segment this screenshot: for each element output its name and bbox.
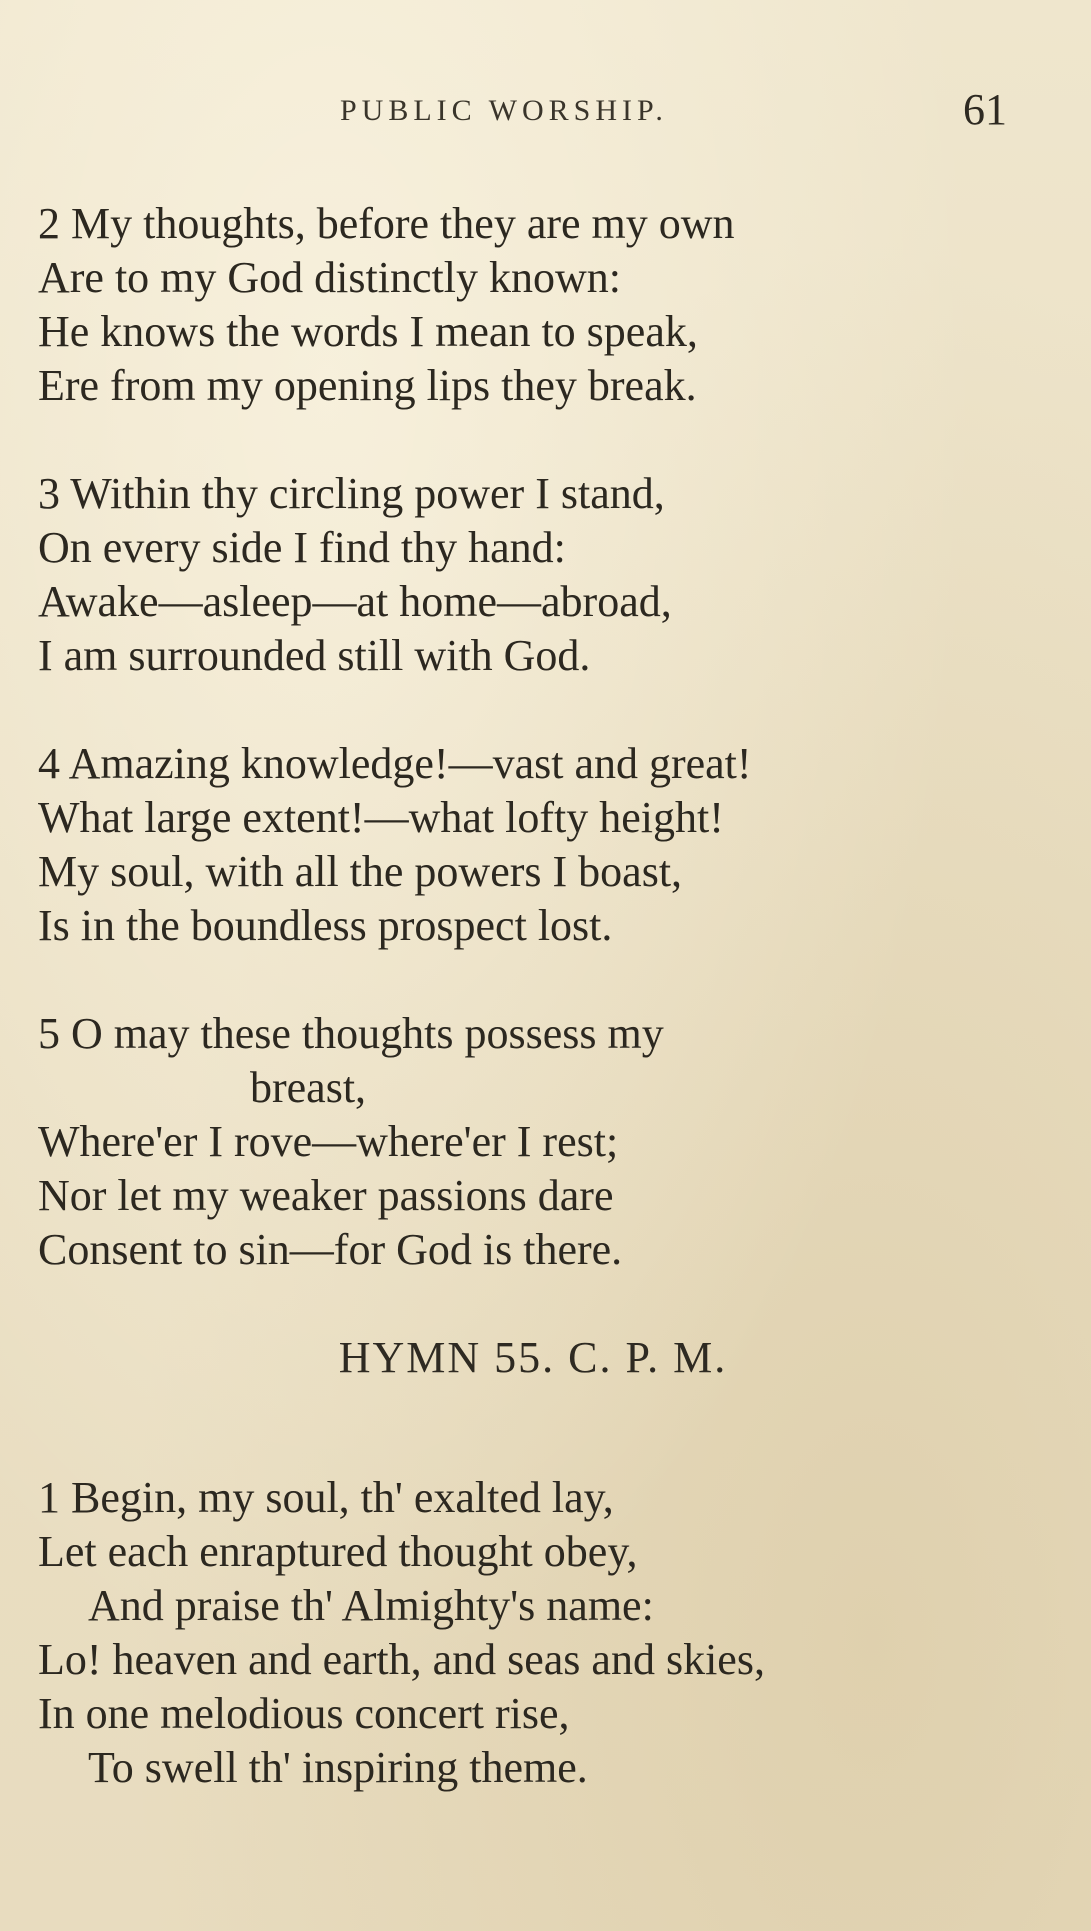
- stanza-3: [38, 467, 1068, 683]
- verse-line: I am surrounded still with God.: [38, 631, 591, 680]
- verse-line: Ere from my opening lips they break.: [38, 361, 697, 410]
- stanza-5: [38, 1007, 1068, 1277]
- verse-line: Is in the boundless prospect lost.: [38, 901, 613, 950]
- verse-line: 5 O may these thoughts possess my: [38, 1009, 664, 1058]
- verse-line: In one melodious concert rise,: [38, 1689, 570, 1738]
- verse-line-continuation: breast,: [250, 1063, 367, 1112]
- verse-line: 3 Within thy circling power I stand,: [38, 469, 665, 518]
- verse-line: Are to my God distinctly known:: [38, 253, 621, 302]
- running-title: PUBLIC WORSHIP.: [340, 94, 668, 127]
- page-header: [0, 85, 1091, 134]
- stanza-2: [38, 197, 1068, 413]
- hymn-55-stanza-1: [38, 1471, 1068, 1795]
- verse-line-indented: And praise th' Almighty's name:: [88, 1581, 654, 1630]
- verse-line: He knows the words I mean to speak,: [38, 307, 698, 356]
- verse-line: Nor let my weaker passions dare: [38, 1171, 614, 1220]
- verse-line: Lo! heaven and earth, and seas and skies,: [38, 1635, 765, 1684]
- verse-line: Consent to sin—for God is there.: [38, 1225, 623, 1274]
- verse-line: On every side I find thy hand:: [38, 523, 566, 572]
- hymn-text: [38, 197, 1068, 1849]
- stanza-4: [38, 737, 1068, 953]
- hymn-title: HYMN 55. C. P. M.: [338, 1333, 728, 1382]
- verse-line: 4 Amazing knowledge!—vast and great!: [38, 739, 752, 788]
- verse-line: What large extent!—what lofty height!: [38, 793, 724, 842]
- page-number: 61: [963, 85, 1007, 134]
- verse-line: Where'er I rove—where'er I rest;: [38, 1117, 619, 1166]
- verse-line: 1 Begin, my soul, th' exalted lay,: [38, 1473, 614, 1522]
- verse-line: Let each enraptured thought obey,: [38, 1527, 638, 1576]
- verse-line-indented: To swell th' inspiring theme.: [88, 1743, 588, 1792]
- verse-line: My soul, with all the powers I boast,: [38, 847, 683, 896]
- verse-line: Awake—asleep—at home—abroad,: [38, 577, 672, 626]
- verse-line: 2 My thoughts, before they are my own: [38, 199, 735, 248]
